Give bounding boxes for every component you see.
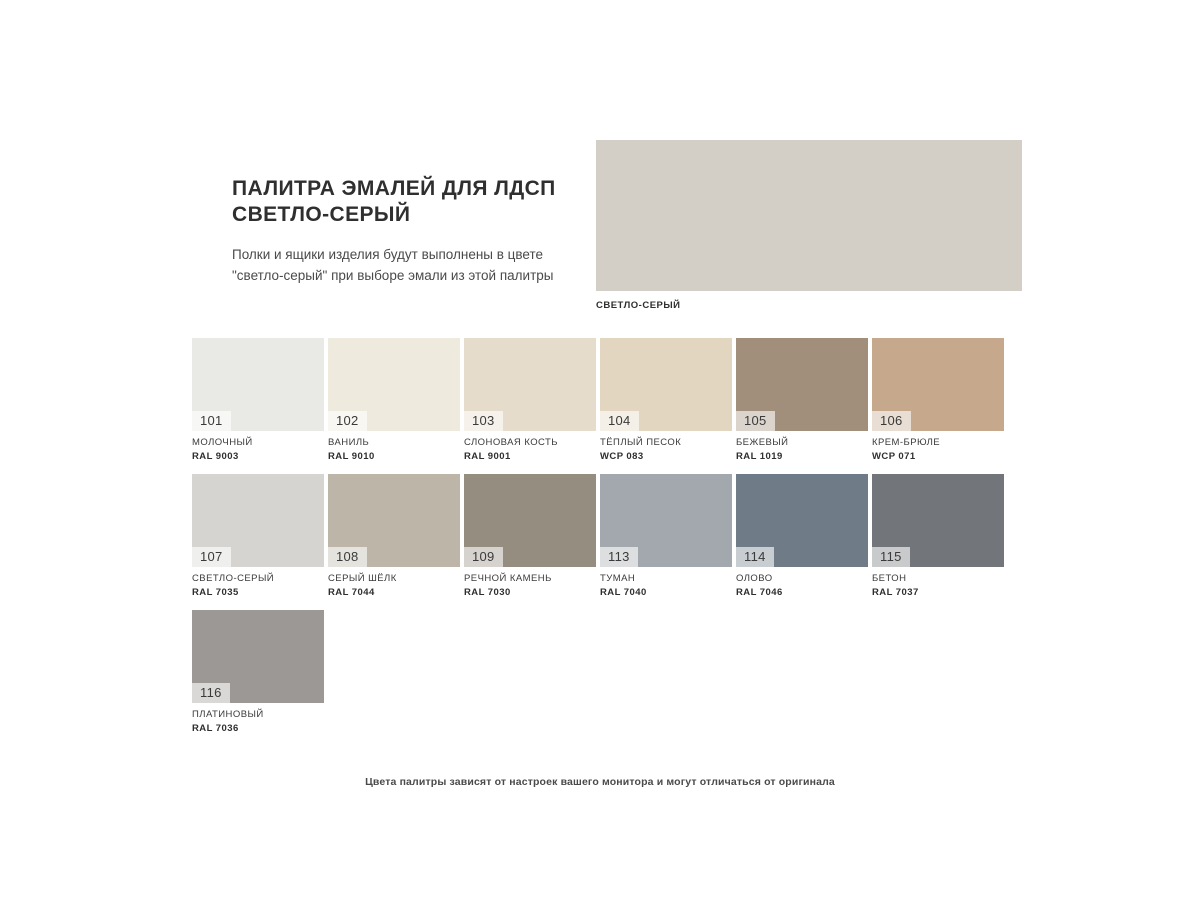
chip-code: 113 [600,547,638,567]
chip-ral-code: RAL 7036 [192,722,239,734]
chip-ral-code: RAL 7040 [600,587,647,599]
main-color-swatch [596,140,1022,291]
chip-ral-code: RAL 7046 [736,587,783,599]
swatch-cell[interactable] [736,338,872,463]
color-chip[interactable] [736,474,868,567]
chip-name: ПЛАТИНОВЫЙ [192,708,264,720]
page-subtitle: Полки и ящики изделия будут выполнены в цвете "светло-серый" при выборе эмали из этой палитры [232,247,554,284]
page-title: ПАЛИТРА ЭМАЛЕЙ ДЛЯ ЛДСП СВЕТЛО-СЕРЫЙ [232,177,556,226]
color-chip[interactable] [328,338,460,431]
chip-code: 107 [192,547,231,567]
swatch-cell[interactable] [600,474,736,599]
swatch-cell[interactable] [192,610,328,735]
swatch-cell[interactable] [192,338,328,463]
chip-name: БЕЖЕВЫЙ [736,437,789,448]
chip-code: 114 [736,547,774,567]
swatch-cell[interactable] [464,338,600,463]
chip-code: 106 [872,411,911,431]
swatch-row [192,610,1008,735]
color-chip[interactable] [872,338,1004,431]
chip-ral-code: RAL 7035 [192,587,239,599]
chip-ral-code: RAL 7030 [464,587,511,599]
color-chip[interactable] [464,338,596,431]
chip-ral-code: RAL 7044 [328,587,375,599]
color-chip[interactable] [464,474,596,567]
chip-name: КРЕМ-БРЮЛЕ [872,437,941,448]
swatch-cell[interactable] [328,474,464,599]
chip-ral-code: RAL 9001 [464,451,511,463]
swatch-cell[interactable] [464,474,600,599]
swatch-cell[interactable] [736,474,872,599]
chip-code: 109 [464,547,503,567]
swatch-row [192,474,1008,599]
swatch-cell[interactable] [872,474,1008,599]
color-chip[interactable] [192,610,324,703]
color-chip[interactable] [736,338,868,431]
color-chip[interactable] [192,474,324,567]
header-block [232,176,562,287]
chip-code: 105 [736,411,775,431]
chip-ral-code: RAL 9003 [192,451,239,463]
chip-name: ТУМАН [600,572,636,584]
chip-ral-code: RAL 1019 [736,451,783,463]
chip-ral-code: WCP 083 [600,451,644,463]
chip-name: ВАНИЛЬ [328,437,370,448]
color-chip[interactable] [600,474,732,567]
swatch-cell[interactable] [872,338,1008,463]
chip-name: ТЁПЛЫЙ ПЕСОК [600,437,682,448]
chip-code: 116 [192,683,230,703]
color-chip[interactable] [872,474,1004,567]
chip-code: 108 [328,547,367,567]
chip-ral-code: RAL 7037 [872,587,919,599]
footnote: Цвета палитры зависят от настроек вашего монитора и могут отличаться от оригинала [365,776,835,788]
swatch-cell[interactable] [600,338,736,463]
main-swatch-block [596,140,1022,311]
chip-name: СЕРЫЙ ШЁЛК [328,572,397,584]
swatch-row [192,338,1008,463]
chip-code: 102 [328,411,367,431]
chip-code: 103 [464,411,503,431]
color-chip[interactable] [328,474,460,567]
chip-name: РЕЧНОЙ КАМЕНЬ [464,572,552,584]
swatch-cell[interactable] [192,474,328,599]
color-chip[interactable] [192,338,324,431]
chip-code: 104 [600,411,639,431]
chip-name: СВЕТЛО-СЕРЫЙ [192,572,275,584]
chip-ral-code: WCP 071 [872,451,916,463]
color-chip[interactable] [600,338,732,431]
chip-ral-code: RAL 9010 [328,451,375,463]
chip-name: ОЛОВО [736,572,773,584]
chip-name: СЛОНОВАЯ КОСТЬ [464,437,558,448]
chip-name: БЕТОН [872,572,907,584]
chip-code: 115 [872,547,910,567]
swatch-grid [192,338,1008,745]
chip-code: 101 [192,411,231,431]
chip-name: МОЛОЧНЫЙ [192,437,253,448]
swatch-cell[interactable] [328,338,464,463]
main-color-label: СВЕТЛО-СЕРЫЙ [596,300,681,311]
